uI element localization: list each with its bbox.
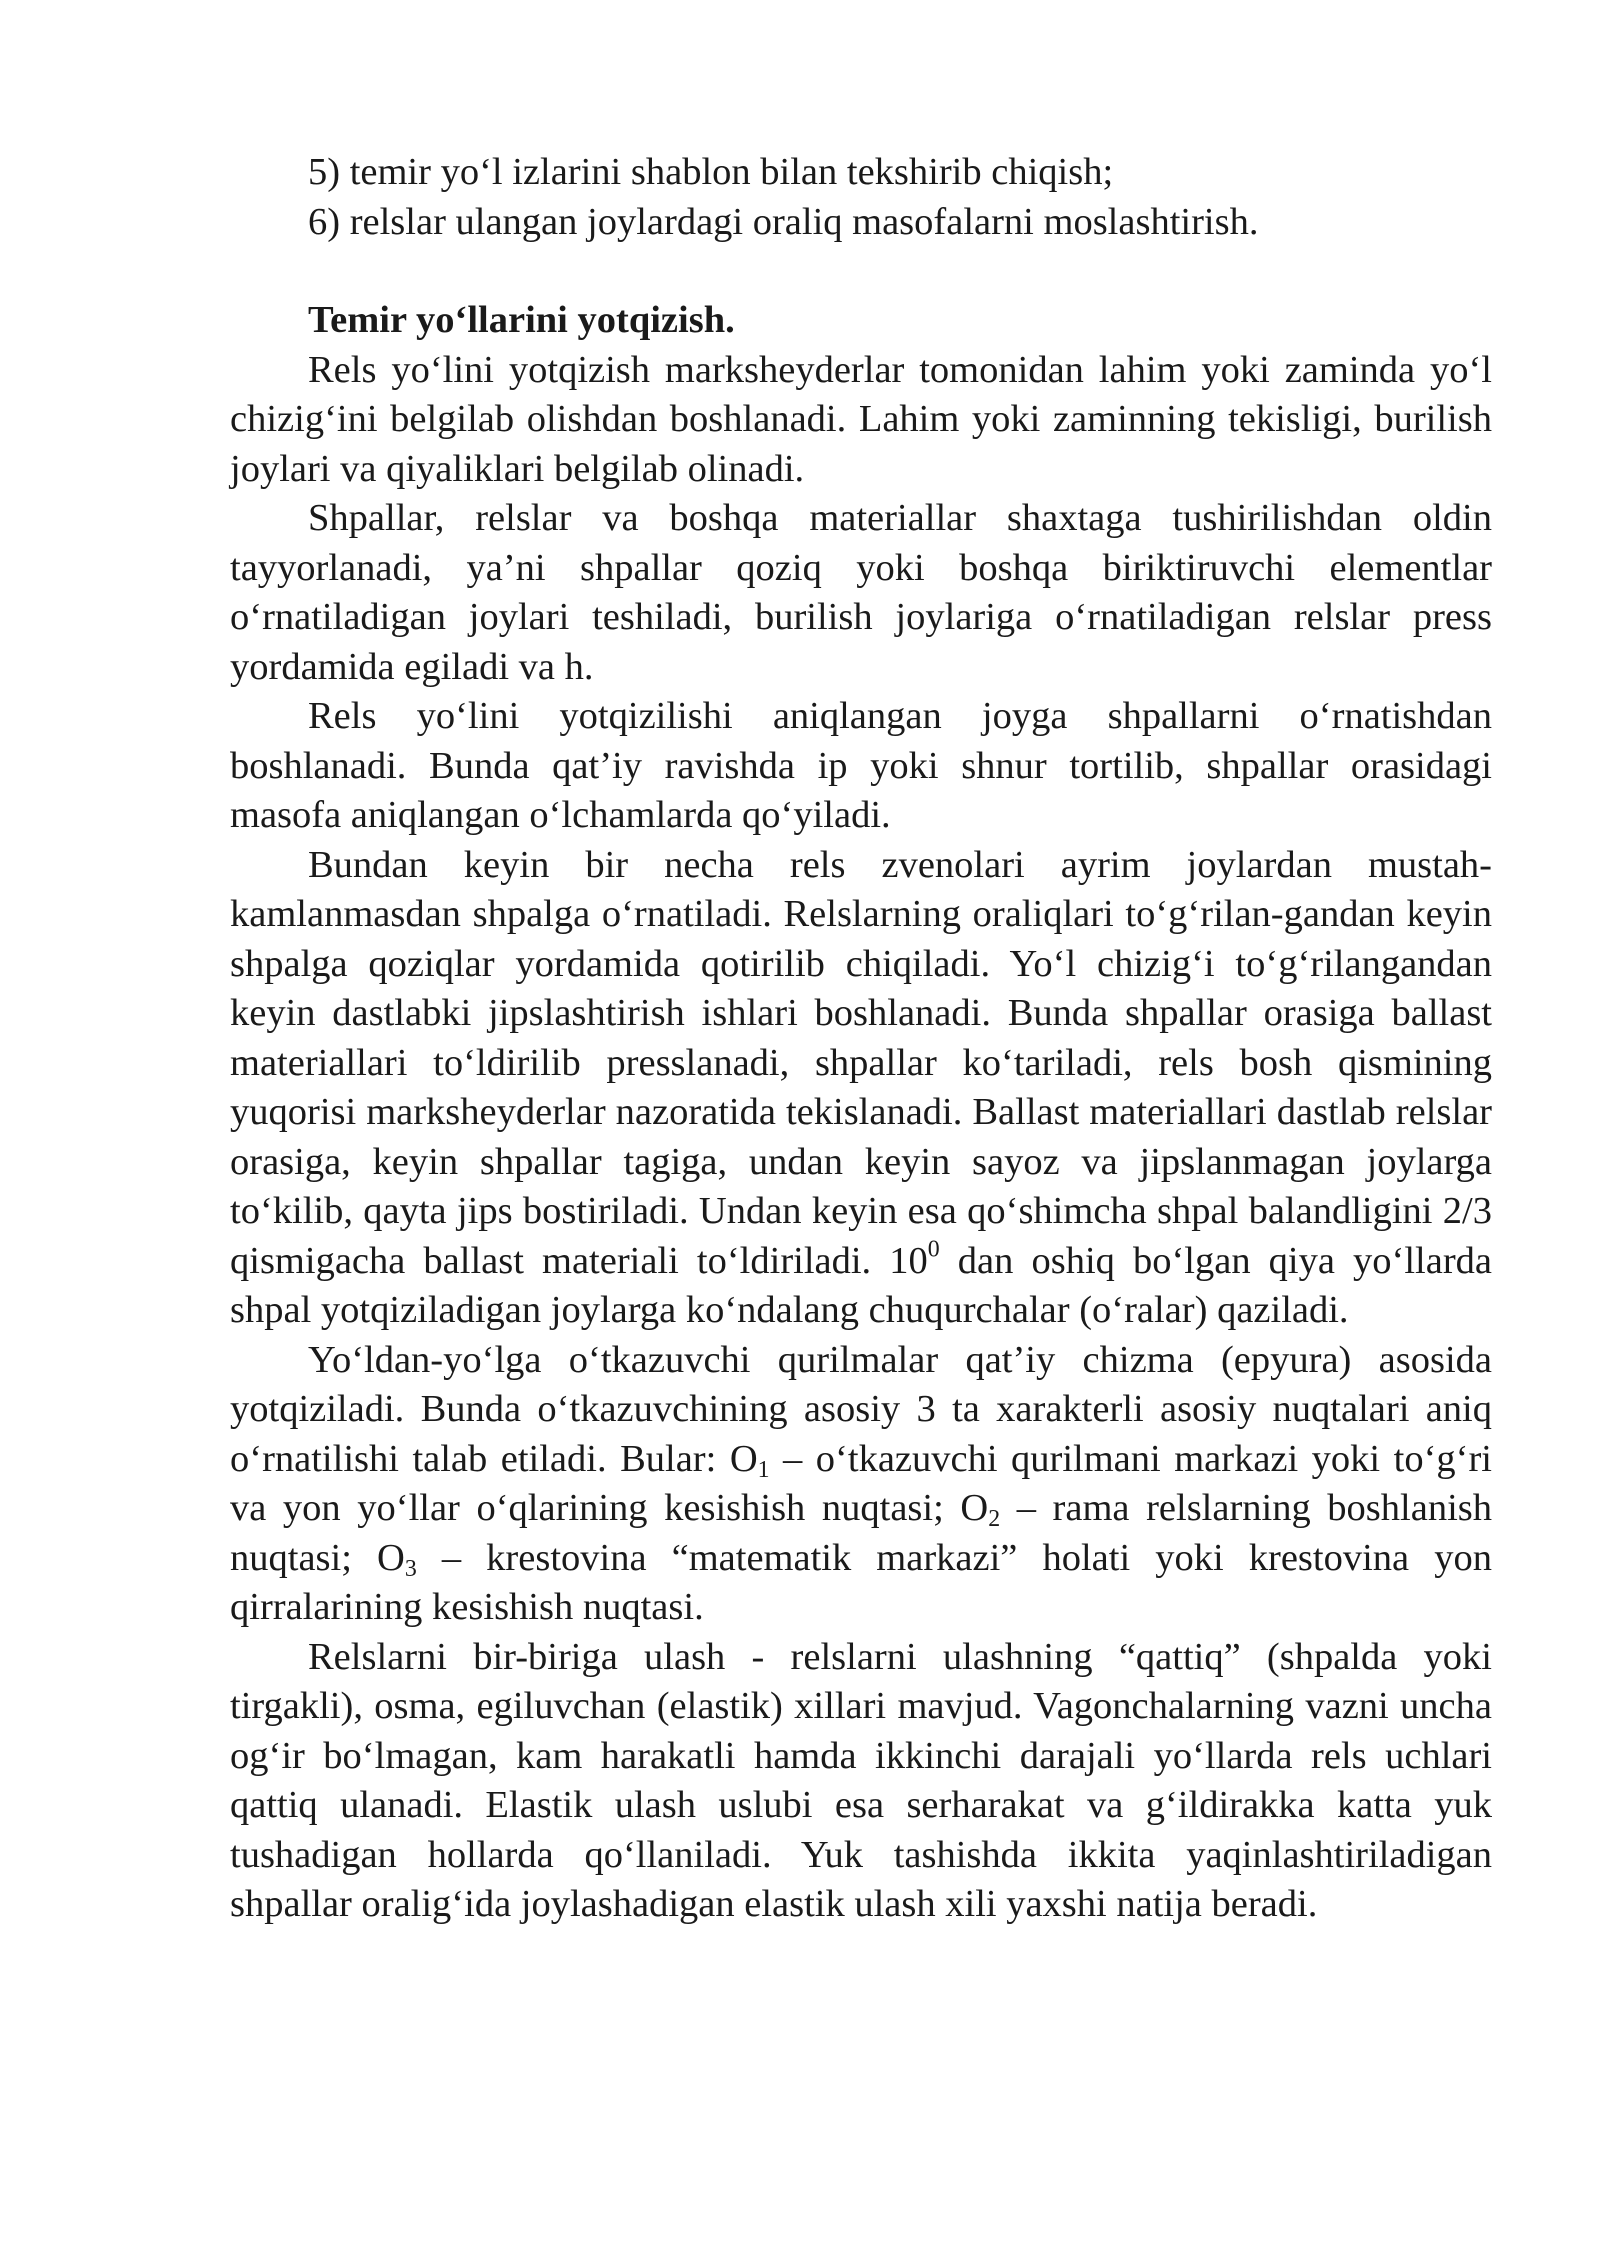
paragraph-4: [230, 841, 1492, 1336]
point-o1-subscript: 1: [757, 1456, 770, 1483]
paragraph-3: Rels yo‘lini yotqizilishi aniqlangan joyga shpallarni o‘rnatishdan boshlanadi. Bunda qat’iy ravishda ip yoki shnur tortilib, shpallar orasidagi masofa aniqlangan o‘lchamlarda qo‘yiladi.: [230, 695, 1492, 836]
point-o3-subscript: 3: [404, 1555, 417, 1582]
section-heading: Temir yo‘llarini yotqizish.: [308, 299, 735, 341]
document-page: [230, 148, 1492, 1930]
paragraph-6: Relslarni bir-biriga ulash - relslarni ulashning “qattiq” (shpalda yoki tirgakli), osma, egiluvchan (elastik) xillari mavjud. Vagonchalarning vazni uncha og‘ir bo‘lmagan, kam harakatli hamda ikkinchi darajali yo‘llarda rels uchlari qattiq ulanadi. Elastik ulash uslubi esa serharakat va g‘ildirakka katta yuk tushadigan hollarda qo‘llaniladi. Yuk tashishda ikkita yaqinlashtiriladigan shpallar oralig‘ida joylashadigan elastik ulash xili yaxshi natija beradi.: [230, 1635, 1492, 1925]
paragraph-4-text-b: dan oshiq bo‘lgan qiya yo‘llarda shpal yotqiziladigan joylarga ko‘ndalang chuqurchalar (o‘ralar) qaziladi.: [230, 1239, 1493, 1331]
paragraph-1: Rels yo‘lini yotqizish marksheyderlar tomonidan lahim yoki zaminda yo‘l chizig‘ini belgilab olishdan boshlanadi. Lahim yoki zaminning tekisligi, burilish joylari va qiyaliklari belgilab olinadi.: [230, 348, 1492, 490]
paragraph-2: Shpallar, relslar va boshqa materiallar shaxtaga tushirilishdan oldin tayyorlanadi, ya’ni shpallar qoziq yoki boshqa biriktiruvchi elementlar o‘rnatiladigan joylari teshiladi, burilish joylariga o‘rnatiladigan relslar press yordamida egiladi va h.: [230, 497, 1492, 688]
point-o2-subscript: 2: [988, 1505, 1001, 1532]
paragraph-5-text-d: – krestovina “matematik markazi” holati yoki krestovina yon qirralarining kesishish nuqtasi.: [230, 1536, 1492, 1628]
paragraph-5-text-b: – o‘tkazuvchi qurilmani markazi yoki to‘g‘ri va yon yo‘llar o‘qlarining kesishish nuqtasi;: [230, 1437, 1492, 1529]
paragraph-4-text-a: Bundan keyin bir necha rels zvenolari ayrim joylardan mustah-kamlanmasdan shpalga o‘rnatiladi. Relslarning oraliqlari to‘g‘rilan-gandan keyin shpalga qoziqlar yordamida qotirilib chiqiladi. Yo‘l chizig‘i to‘g‘rilangandan keyin dastlabki jipslashtirish ishlari boshlanadi. Bunda shpallar orasiga ballast materiallari to‘ldirilib presslanadi, shpallar ko‘tariladi, rels bosh qismining yuqorisi marksheyderlar nazoratida tekislanadi. Ballast materiallari dastlab relslar orasiga, keyin shpallar tagiga, undan keyin sayoz va jipslanmagan joylarga to‘kilib, qayta jips bostiriladi. Undan keyin esa qo‘shimcha shpal balandligini 2/3 qismigacha ballast materiali to‘ldiriladi.: [230, 843, 1492, 1282]
point-o2-letter: O: [960, 1487, 989, 1529]
list-item-6: 6) relslar ulangan joylardagi oraliq masofalarni moslashtirish.: [308, 200, 1259, 243]
point-o3-letter: O: [377, 1536, 405, 1579]
paragraph-5-text-a: Yo‘ldan-yo‘lga o‘tkazuvchi qurilmalar qat’iy chizma (epyura) asosida yotqiziladi. Bunda o‘tkazuvchining asosiy 3 ta xarakterli asosiy nuqtalari aniq o‘rnatilishi talab etiladi. Bular:: [230, 1338, 1492, 1480]
slope-degree-superscript: 0: [927, 1235, 940, 1262]
paragraph-5-text-c: – rama relslarning boshlanish nuqtasi;: [230, 1487, 1493, 1579]
slope-degree-number: 10: [889, 1239, 928, 1282]
paragraph-5: [230, 1336, 1492, 1633]
list-item-5: 5) temir yo‘l izlarini shablon bilan tekshirib chiqish;: [308, 151, 1114, 193]
point-o1-letter: O: [729, 1437, 758, 1480]
